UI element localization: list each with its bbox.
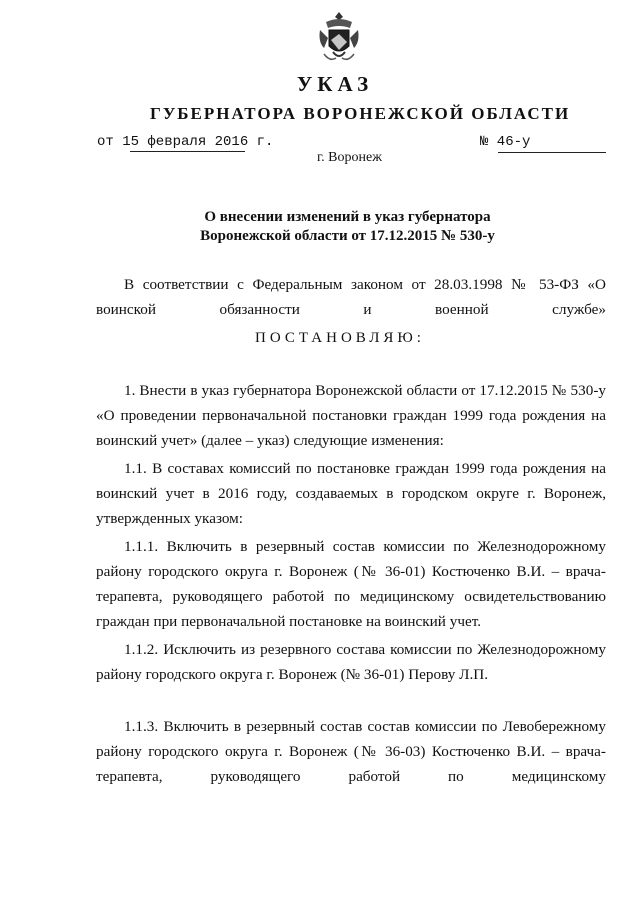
- paragraph-1-1-2: [96, 637, 606, 687]
- paragraph-1-1-1: [96, 534, 606, 634]
- paragraph-1-1-3: [96, 714, 606, 789]
- decree-keyword: ПОСТАНОВЛЯЮ:: [255, 330, 425, 346]
- heading-line-2: Воронежской области от 17.12.2015 № 530-у: [200, 228, 495, 244]
- decree-heading: [0, 208, 640, 246]
- number-underline: [498, 152, 606, 153]
- decree-date: от 15 февраля 2016 г.: [97, 134, 274, 150]
- paragraph-1-text: 1. Внести в указ губернатора Воронежской области от 17.12.2015 № 530-у «О проведении первоначальной постановки граждан 1999 года рождения на воинский учет» (далее – указ) следующие изменения:: [96, 382, 606, 449]
- city-label: г. Воронеж: [317, 150, 382, 165]
- issuer-subtitle: ГУБЕРНАТОРА ВОРОНЕЖСКОЙ ОБЛАСТИ: [150, 104, 571, 123]
- document-title: УКАЗ: [296, 72, 374, 96]
- paragraph-1-1-text: 1.1. В составах комиссий по постановке граждан 1999 года рождения на воинский учет в 2016 году, создаваемых в городском округе г. Воронеж, утвержденных указом:: [96, 460, 606, 527]
- paragraph-1-1: [96, 456, 606, 531]
- coat-of-arms-icon: [316, 8, 362, 66]
- intro-paragraph: [96, 272, 606, 322]
- paragraph-1-1-2-text: 1.1.2. Исключить из резервного состава комиссии по Железнодорожному району городского округа г. Воронеж (№ 36-01) Перову Л.П.: [96, 641, 606, 683]
- paragraph-1-1-1-text: 1.1.1. Включить в резервный состав комиссии по Железнодорожному району городского округа г. Воронеж (№ 36-01) Костюченко В.И. – врача-терапевта, руководящего работой по медицинскому освидетельствованию граждан при первоначальной постановке на воинский учет.: [96, 538, 606, 630]
- date-underline: [130, 151, 245, 152]
- paragraph-1: [96, 378, 606, 453]
- intro-text: В соответствии с Федеральным законом от 28.03.1998 № 53-ФЗ «О воинской обязанности и военной службе»: [96, 276, 606, 318]
- heading-line-1: О внесении изменений в указ губернатора: [204, 209, 491, 225]
- decree-number: № 46-у: [480, 134, 531, 150]
- paragraph-1-1-3-text: 1.1.3. Включить в резервный состав состав комиссии по Левобережному району городского округа г. Воронеж (№ 36-03) Костюченко В.И. – врача-терапевта, руководящего работой по медицинскому: [96, 718, 606, 785]
